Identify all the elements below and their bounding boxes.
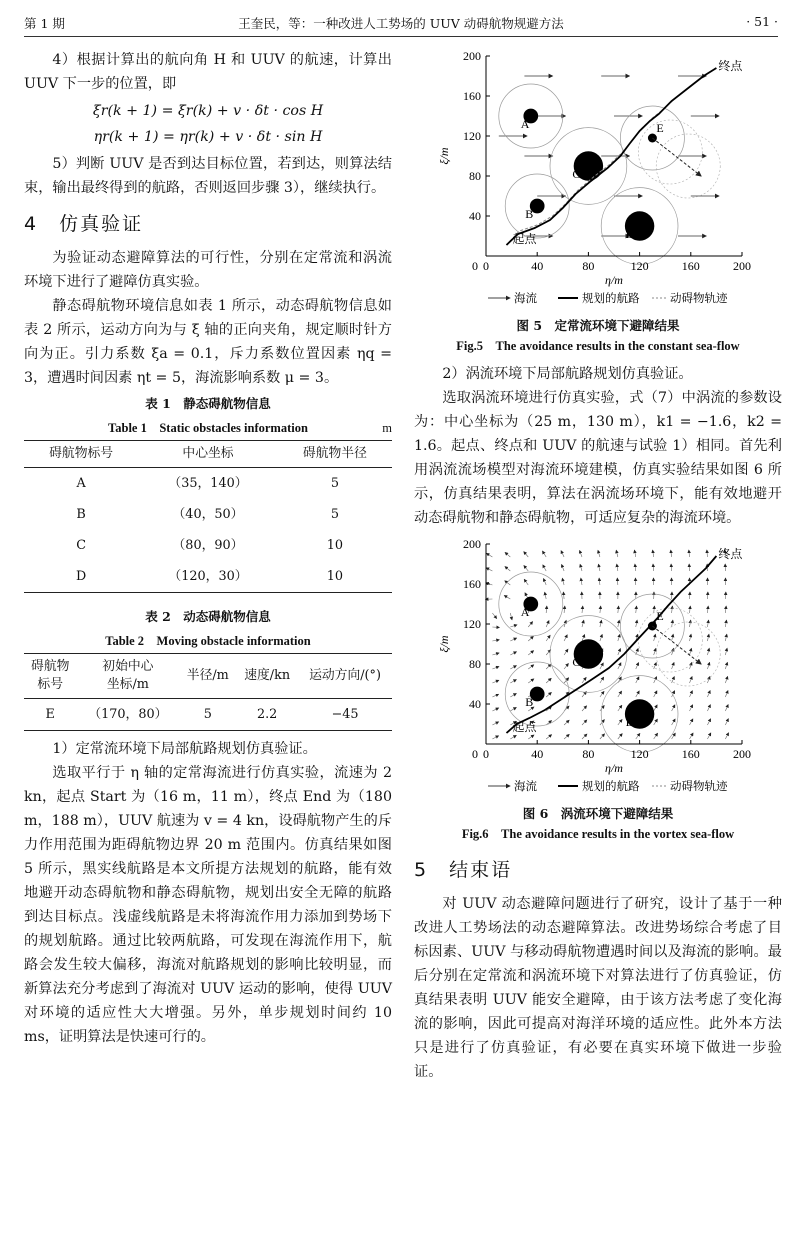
paragraph-conclusion: 对 UUV 动态避障问题进行了研究，设计了基于一种改进人工势场法的动态避障算法。改进势场综合考虑了目标因素、UUV 与移动碍航物遭遇时间以及海流的影响。最后分别在定常流和涡流环境下对算法进行了仿真验证，仿真结果表明 UUV 能安全避障，由于该方法考虑了变化海流的影响，因此可提高对海洋环境的适应性。此外本方法只是进行了仿真验证，有必要在真实环境下做进一步验证。 <box>414 896 782 1080</box>
y-tick-label: 120 <box>463 617 481 631</box>
flow-arrow <box>492 708 498 711</box>
flow-arrow <box>504 595 510 599</box>
flow-arrow <box>600 663 603 669</box>
flow-arrow <box>672 662 674 669</box>
flow-arrow <box>725 719 728 725</box>
flow-arrow <box>654 719 658 725</box>
y-tick-label: 40 <box>469 209 481 223</box>
flow-arrow <box>636 733 640 739</box>
equation-xi: ξr(k + 1) = ξr(k) + v · δt · cos H <box>92 103 324 119</box>
left-column <box>24 48 392 1049</box>
flow-arrow <box>690 719 693 725</box>
table2-header-cell: 速度/kn <box>236 654 298 699</box>
obstacle-label: D <box>625 227 635 241</box>
flow-arrow <box>564 734 569 739</box>
page-number: · 51 · <box>746 14 778 29</box>
obstacle-label: B <box>525 207 534 221</box>
flow-arrow <box>580 564 582 571</box>
x-tick-label: 0 <box>483 747 489 761</box>
flow-arrow <box>616 550 618 557</box>
flow-arrow <box>654 733 658 739</box>
flow-arrow <box>725 691 728 697</box>
flow-arrow <box>543 579 546 585</box>
y-tick-label: 0 <box>472 747 478 761</box>
flow-arrow <box>486 568 492 571</box>
equation-eta: ηr(k + 1) = ηr(k) + v · δt · sin H <box>93 129 323 145</box>
y-tick-label: 80 <box>469 169 481 183</box>
flow-arrow <box>707 550 708 557</box>
flow-arrow <box>505 552 510 557</box>
flow-arrow <box>707 705 710 711</box>
x-tick-label: 40 <box>531 747 544 761</box>
issue-number: 第 1 期 <box>24 16 65 31</box>
y-axis-label: ξ/m <box>437 147 451 165</box>
y-tick-label: 200 <box>463 49 481 63</box>
table1-cell: （35，140） <box>168 475 248 491</box>
obstacle-label: A <box>520 605 530 619</box>
flow-arrow <box>725 705 728 711</box>
legend-flow-label: 海流 <box>514 291 537 305</box>
x-tick-label: 200 <box>733 747 751 761</box>
flow-arrow <box>510 693 516 697</box>
flow-arrow <box>707 733 710 739</box>
legend-path-label: 规划的航路 <box>582 779 640 793</box>
flow-arrow <box>654 691 657 697</box>
flow-arrow <box>689 550 690 557</box>
start-label: 起点 <box>512 720 537 734</box>
flow-arrow <box>561 551 564 557</box>
table1-row <box>24 468 392 500</box>
y-axis-label: ξ/m <box>437 635 451 653</box>
figure-5-chart <box>428 48 768 310</box>
flow-arrow <box>599 578 600 585</box>
flow-arrow <box>636 663 639 669</box>
flow-arrow <box>654 663 657 669</box>
flow-arrow <box>636 677 639 683</box>
flow-arrow <box>707 620 708 627</box>
flow-arrow <box>654 634 656 641</box>
flow-arrow <box>672 606 673 613</box>
flow-arrow <box>725 620 726 627</box>
flow-arrow <box>598 550 600 557</box>
flow-arrow <box>725 676 727 683</box>
flow-arrow <box>582 734 587 739</box>
obstacle-label: E <box>656 609 664 623</box>
table1-cell: 5 <box>330 506 339 522</box>
flow-arrow <box>600 734 605 739</box>
start-label: 起点 <box>512 232 537 246</box>
flow-arrow <box>600 677 604 683</box>
table2-cell: 2.2 <box>236 699 298 731</box>
flow-arrow <box>690 634 692 641</box>
page-header <box>24 14 778 36</box>
table1-row <box>24 561 392 593</box>
fig6-caption-cn: 图 6 涡流环境下避障结果 <box>522 806 674 821</box>
table2-cell: E <box>24 699 76 731</box>
flow-arrow <box>546 606 547 613</box>
flow-arrow <box>690 691 693 697</box>
section-4-heading: 4 仿真验证 <box>24 213 144 235</box>
paragraph-exp2-title: 2）涡流环境下局部航路规划仿真验证。 <box>442 366 693 382</box>
flow-arrow <box>564 635 567 641</box>
flow-arrow <box>582 606 583 613</box>
flow-arrow <box>636 691 640 697</box>
x-tick-label: 120 <box>630 747 649 761</box>
table1-header-cell: 碍航物标号 <box>24 441 138 468</box>
table1-cell: D <box>24 561 138 593</box>
legend-path-label: 规划的航路 <box>582 291 640 305</box>
y-tick-label: 80 <box>469 657 481 671</box>
step4-text: 4）根据计算出的航向角 H 和 UUV 的航速，计算出 UUV 下一步的位置，即 <box>24 52 392 92</box>
legend-trajectory-label: 动碍物轨迹 <box>670 779 728 793</box>
flow-arrow <box>510 652 516 655</box>
flow-arrow <box>690 705 693 711</box>
flow-arrow <box>492 736 498 739</box>
y-tick-label: 160 <box>463 577 481 591</box>
flow-arrow <box>600 620 602 627</box>
flow-arrow <box>524 566 528 571</box>
flow-arrow <box>510 707 516 711</box>
flow-arrow <box>600 634 602 641</box>
flow-arrow <box>672 677 675 683</box>
flow-arrow <box>528 735 534 739</box>
x-tick-label: 160 <box>681 747 700 761</box>
table2-header-cell: 初始中心 坐标/m <box>76 654 179 699</box>
table1-cell: C <box>76 537 86 553</box>
y-tick-label: 200 <box>463 537 481 551</box>
table2-header-cell: 碍航物 标号 <box>24 654 76 699</box>
flow-arrow <box>618 734 622 739</box>
flow-arrow <box>635 564 636 571</box>
table2-cell: 5 <box>179 699 236 731</box>
flow-arrow <box>654 677 657 683</box>
flow-arrow <box>618 634 620 641</box>
flow-arrow <box>618 620 619 627</box>
flow-arrow <box>617 564 618 571</box>
table1-header-cell: 碍航物半径 <box>278 441 392 468</box>
flow-arrow <box>671 550 672 557</box>
table2-header-cell: 半径/m <box>179 654 236 699</box>
fig6-caption-en: Fig.6 The avoidance results in the vortex sea-flow <box>461 827 735 841</box>
flow-arrow <box>510 666 516 669</box>
flow-arrow <box>725 634 726 641</box>
x-tick-label: 40 <box>531 259 544 273</box>
flow-arrow <box>582 720 587 725</box>
flow-arrow <box>618 663 621 669</box>
moving-obstacle-trajectory <box>652 138 701 176</box>
flow-arrow <box>580 550 582 557</box>
x-tick-label: 160 <box>681 259 700 273</box>
flow-arrow <box>528 636 533 641</box>
figure-6-chart <box>428 536 768 798</box>
table1-header-cell: 中心坐标 <box>138 441 278 468</box>
header-rule <box>24 36 778 37</box>
x-axis-label: η/m <box>605 273 623 287</box>
flow-arrow <box>653 550 654 557</box>
x-tick-label: 200 <box>733 259 751 273</box>
flow-arrow <box>636 606 637 613</box>
flow-arrow <box>618 691 622 697</box>
section-5-heading: 5 结束语 <box>414 859 513 881</box>
paragraph-intro: 为验证动态避障算法的可行性，分别在定常流和涡流环境下进行了避障仿真实验。 <box>24 250 392 290</box>
flow-arrow <box>492 722 498 725</box>
flow-arrow <box>505 567 510 571</box>
fig5-caption-en: Fig.5 The avoidance results in the constant sea-flow <box>456 339 740 353</box>
legend-trajectory-label: 动碍物轨迹 <box>670 291 728 305</box>
y-tick-label: 120 <box>463 129 481 143</box>
flow-arrow <box>618 649 621 655</box>
flow-arrow <box>690 677 693 683</box>
flow-arrow <box>725 662 727 669</box>
flow-arrow <box>562 564 565 571</box>
paragraph-exp1-title: 1）定常流环境下局部航路规划仿真验证。 <box>52 741 317 757</box>
flow-arrow <box>600 691 604 697</box>
paragraph-exp2-body: 选取涡流环境进行仿真实验，式（7）中涡流的参数设为：中心坐标为（25 m，130 m），k1 = −1.6，k2 = 1.6。起点、终点和 UUV 的航速与试验 1）相同。首先利用涡流流场模型对海流环境建模，仿真实验结果如图 6 所示，仿真结果表明，算法在涡流场环境下，能有效地避开动态碍航物和静态碍航物，可适应复杂的海流环境。 <box>414 390 782 526</box>
flow-arrow <box>618 705 622 711</box>
flow-arrow <box>672 719 676 725</box>
flow-arrow <box>546 735 551 739</box>
paragraph-exp1-body: 选取平行于 η 轴的定常海流进行仿真实验，流速为 2 kn，起点 Start 为（16 m，11 m），终点 End 为（180 m，188 m），UUV 航速为 v = 4 kn，设碍航物产生的斥力作用范围为距碍航物边界 20 m 范围内。仿真结果如图 5 所示，黑实线航路是本文所提方法规划的航路，能有效地避开动态碍航物和静态碍航物，规划出安全无障的航路到达目标点。浅虚线航路是未将海流作用力添加到势场下的规划航路。通过比较两航路，可发现在海流作用下，航路会发生较大偏移，海流对航路规划的影响比较明显，而新算法充分考虑到了海流对 UUV 运动的影响，使得 UUV 对环境的适应性大大增强。另外，单步规划时间约 10 ms，证明算法是快速可行的。 <box>24 765 392 1045</box>
flow-arrow <box>725 606 726 613</box>
flow-arrow <box>545 592 546 599</box>
table1-cell: 10 <box>326 537 344 553</box>
flow-arrow <box>492 613 496 619</box>
flow-arrow <box>707 648 709 655</box>
table1-cell: A <box>76 475 86 491</box>
table1-unit: m <box>382 421 392 435</box>
flow-arrow <box>562 578 564 585</box>
flow-arrow <box>654 705 658 711</box>
table2-caption-en: Table 2 Moving obstacle information <box>105 634 311 648</box>
flow-arrow <box>546 678 551 683</box>
flow-arrow <box>564 649 568 655</box>
flow-arrow <box>510 613 512 620</box>
table1-row <box>24 499 392 530</box>
obstacle-label: D <box>625 715 635 729</box>
flow-arrow <box>510 638 516 641</box>
y-tick-label: 40 <box>469 697 481 711</box>
flow-arrow <box>492 640 499 641</box>
x-tick-label: 0 <box>483 259 489 273</box>
x-tick-label: 80 <box>582 747 595 761</box>
flow-arrow <box>725 648 727 655</box>
flow-arrow <box>563 592 564 599</box>
flow-arrow <box>492 653 499 655</box>
flow-arrow <box>486 553 492 557</box>
flow-arrow <box>707 719 710 725</box>
flow-arrow <box>582 677 586 683</box>
obstacle-label: B <box>525 695 534 709</box>
table2-row <box>24 699 392 731</box>
flow-arrow <box>672 634 674 641</box>
flow-arrow <box>582 620 584 627</box>
moving-obstacle-trajectory <box>652 626 701 664</box>
flow-arrow <box>618 719 622 725</box>
flow-arrow <box>725 733 728 739</box>
obstacle-label: E <box>656 121 664 135</box>
table2-cell: （170，80） <box>76 699 179 731</box>
flow-arrow <box>492 666 499 669</box>
uncorrected-path-line <box>506 68 716 245</box>
flow-arrow <box>546 635 550 641</box>
running-title: 王奎民，等：一种改进人工势场的 UUV 动碍航物规避方法 <box>238 16 564 31</box>
flow-arrow <box>581 578 582 585</box>
flow-arrow <box>707 606 708 613</box>
flow-arrow <box>690 606 691 613</box>
x-tick-label: 120 <box>630 259 649 273</box>
y-tick-label: 160 <box>463 89 481 103</box>
table2-cell: −45 <box>298 699 392 731</box>
flow-arrow <box>634 550 635 557</box>
flow-arrow <box>528 651 533 655</box>
obstacle-label: A <box>520 117 530 131</box>
flow-arrow <box>672 705 675 711</box>
table2-caption-cn: 表 2 动态碍航物信息 <box>145 609 271 624</box>
planned-path-line <box>506 556 716 733</box>
flow-arrow <box>528 622 532 627</box>
table1-cell: 5 <box>330 475 339 491</box>
table1-cell: （120，30） <box>138 561 278 593</box>
planned-path-line <box>506 68 716 245</box>
table2-header-cell: 运动方向/(°) <box>298 654 392 699</box>
flow-arrow <box>492 680 498 683</box>
table1-cell: B <box>76 506 86 522</box>
flow-arrow <box>564 720 569 725</box>
table1-row <box>24 530 392 561</box>
flow-arrow <box>707 634 709 641</box>
table1-cell: （40，50） <box>172 506 244 522</box>
flow-arrow <box>600 606 601 613</box>
flow-arrow <box>510 625 517 627</box>
flow-arrow <box>618 606 619 613</box>
flow-arrow <box>690 648 692 655</box>
flow-arrow <box>492 694 498 697</box>
table1-caption-en <box>24 419 392 438</box>
end-label: 终点 <box>718 59 743 73</box>
fig5-caption-cn: 图 5 定常流环境下避障结果 <box>516 318 680 333</box>
flow-arrow <box>707 691 710 697</box>
end-label: 终点 <box>718 547 743 561</box>
x-tick-label: 80 <box>582 259 595 273</box>
table1-caption-cn: 表 1 静态碍航物信息 <box>145 396 271 411</box>
flow-arrow <box>636 620 637 627</box>
flow-arrow <box>582 706 587 711</box>
flow-arrow <box>546 692 551 697</box>
flow-arrow <box>564 606 565 613</box>
legend-flow-label: 海流 <box>514 779 537 793</box>
flow-arrow <box>524 552 528 557</box>
flow-arrow <box>564 664 568 669</box>
right-column <box>414 48 782 1084</box>
table1-cell: 10 <box>278 561 392 593</box>
flow-arrow <box>528 665 534 669</box>
flow-arrow <box>617 578 618 585</box>
flow-arrow <box>510 735 516 739</box>
y-tick-label: 0 <box>472 259 478 273</box>
table-static-obstacles <box>24 440 392 593</box>
flow-arrow <box>542 551 546 557</box>
flow-arrow <box>707 676 709 683</box>
table-moving-obstacle <box>24 653 392 731</box>
flow-arrow <box>528 679 534 683</box>
flow-arrow <box>524 579 528 585</box>
step5-text: 5）判断 UUV 是否到达目标位置，若到达，则算法结束，输出最终得到的航路，否则返回步骤 3），继续执行。 <box>24 156 392 196</box>
table1-cell: （80，90） <box>172 537 244 553</box>
obstacle-label: C <box>572 655 581 669</box>
flow-arrow <box>690 733 694 739</box>
flow-arrow <box>690 620 691 627</box>
flow-arrow <box>598 564 599 571</box>
flow-arrow <box>543 565 546 571</box>
x-axis-label: η/m <box>605 761 623 775</box>
flow-arrow <box>546 621 549 627</box>
flow-arrow <box>707 662 709 669</box>
paragraph-params: 静态碍航物环境信息如表 1 所示，动态碍航物信息如表 2 所示，运动方向为与 ξ 轴的正向夹角，规定顺时针方向为正。引力系数 ξa = 0.1，斥力系数位置因素 ηq = 3，遭遇时间因素 ηt = 5，海流影响系数 μ = 3。 <box>24 298 392 386</box>
obstacle-label: C <box>572 167 581 181</box>
flow-arrow <box>654 648 656 655</box>
table1-caption-en-text: Table 1 Static obstacles information <box>108 421 308 435</box>
flow-arrow <box>510 679 516 683</box>
flow-arrow <box>653 564 654 571</box>
